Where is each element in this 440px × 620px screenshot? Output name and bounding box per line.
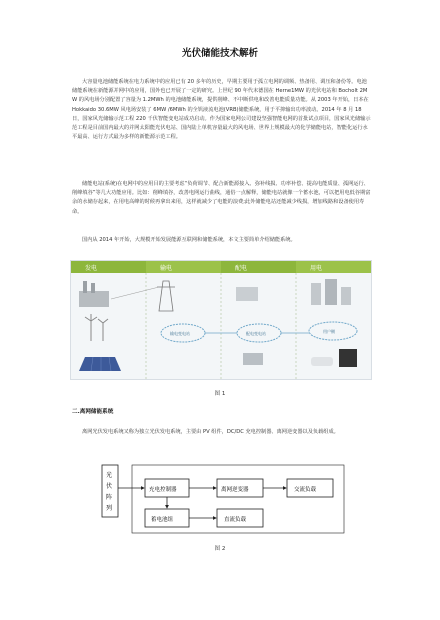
paragraph-2: 储能电站(系统)在电网中的应用目的主要考虑“负荷调节、配合新能源接入、弥补线损、功率补偿、提高电能质量、孤网运行、削峰填谷”等几大功能应用。比如：削峰填谷，改善电网运行曲线，通俗一点解释，储能电站就像一个蓄水池，可以把用电低谷期富余的水储存起来，在用电高峰的时候再拿出来用，这样就减少了电能的浪费;此外储能电站还能减少线损，增加线路和设备使用寿命。 — [72, 181, 371, 215]
wind-turbine-icon — [85, 314, 108, 341]
pv-array-label-1: 光 — [106, 472, 113, 479]
figure-2-offgrid-diagram — [98, 463, 346, 535]
consumer-buildings-icon — [309, 279, 357, 367]
section-label-use: 用电 — [310, 265, 323, 272]
user-side-label: 用户侧 — [323, 329, 335, 334]
transmission-tower-icon — [111, 281, 175, 311]
charge-controller-label: 充电控制器 — [149, 487, 177, 493]
pv-array-label-4: 列 — [106, 505, 113, 512]
pv-array-label-3: 阵 — [106, 494, 113, 501]
ac-load-label: 交流负载 — [294, 487, 317, 493]
section-label-gen: 发电 — [85, 265, 98, 272]
section-bar-gen — [71, 261, 146, 273]
battery-label: 蓄电池组 — [151, 517, 174, 523]
paragraph-3: 国内从 2014 年开始，大规模开始发展能源互联网和储能系统，本文主要简单介绍储能系统。 — [82, 237, 296, 243]
paragraph-1: 大容量电池储能系统在电力系统中的应用已有 20 多年的历史，早期主要用于孤立电网的调频、热备用、调压和备份等。电池储能系统在新能源并网中的应用，国外也已开展了一定的研究。上世纪 90 年代末德国在 Herne1MW 的光伏电站和 Bocholt 2MW 的风电场分别配置了容量为 1.2MWh 的电池储能系统，提供削峰、不中断供电和改善电能质量功能。从 2003 年开始，日本在 Hokkaido 30.6MW 风电场安装了 6MW /6MWh 的全钒液流电池(VRB)储能系统，用于平抑输出功率波动。2014 年 8 月 18 日，国家风光储输示范工程 220 千伏智能变电站成功启动。作为国家电网公司建设坚强智能电网的首批试点项目，国家风光储输示范工程是目前国内最大的并网太阳能光伏电站、国内陆上单机容量最大的风电场、世界上规模最大的化学储能电站，智能化运行水平最高、运行方式最为多样的新能源示范工程。 — [72, 79, 371, 141]
dc-load-label: 直流负载 — [224, 517, 247, 523]
figure-1-grid-illustration — [70, 260, 372, 380]
solar-panel-icon — [79, 357, 121, 371]
grid-diagram — [71, 261, 371, 379]
section-title: 二.离网储能系统 — [72, 409, 114, 415]
section-label-trans: 输电 — [160, 265, 173, 272]
section-label-dist: 配电 — [235, 265, 248, 272]
distribution-substation-icon — [236, 287, 281, 365]
document-title: 光伏储能技术解析 — [181, 48, 258, 59]
dist-substation-label: 配电变电站 — [246, 331, 266, 336]
substation-label: 输电变电站 — [170, 331, 190, 336]
figure-1-caption: 图 1 — [214, 391, 226, 397]
section-bar-trans — [146, 261, 221, 273]
section-bar-use — [296, 261, 371, 273]
paragraph-4: 离网光伏发电系统又称为独立光伏发电系统，主要由 PV 组件，DC/DC 充电控制器、离网逆变器以及负载组成。 — [82, 429, 339, 435]
power-plant-icon — [79, 281, 109, 307]
figure-2-caption: 图 2 — [214, 546, 226, 552]
offgrid-block-diagram — [98, 463, 346, 535]
section-bar-dist — [221, 261, 296, 273]
transmission-substation-icon — [161, 324, 205, 342]
pv-array-label-2: 伏 — [106, 483, 113, 490]
inverter-label: 离网逆变器 — [221, 487, 249, 493]
